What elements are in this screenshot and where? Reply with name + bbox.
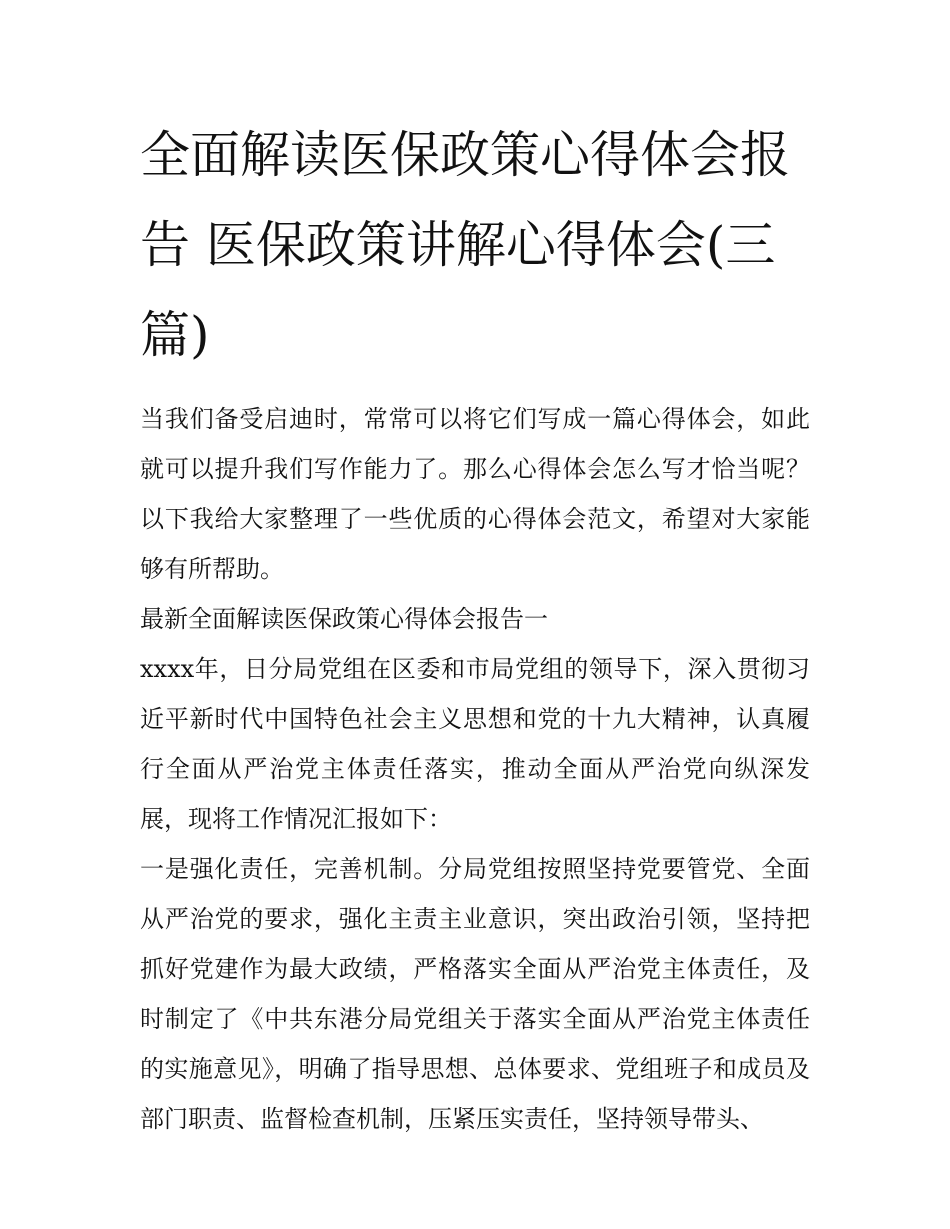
document-body — [140, 394, 810, 1144]
paragraph-point-one: 一是强化责任，完善机制。分局党组按照坚持党要管党、全面从严治党的要求，强化主责主业意识，突出政治引领，坚持把抓好党建作为最大政绩，严格落实全面从严治党主体责任，及时制定了《中共东港分局党组关于落实全面从严治党主体责任的实施意见》，明确了指导思想、总体要求、党组班子和成员及部门职责、监督检查机制，压紧压实责任，坚持领导带头、 — [140, 855, 810, 1133]
document-title: 全面解读医保政策心得体会报告 医保政策讲解心得体会(三篇) — [140, 126, 790, 364]
section-heading: 最新全面解读医保政策心得体会报告一 — [140, 605, 548, 633]
paragraph-intro: 当我们备受启迪时，常常可以将它们写成一篇心得体会，如此就可以提升我们写作能力了。那么心得体会怎么写才恰当呢？以下我给大家整理了一些优质的心得体会范文，希望对大家能够有所帮助。 — [140, 405, 810, 583]
paragraph-summary: xxxx年，日分局党组在区委和市局党组的领导下，深入贯彻习近平新时代中国特色社会主义思想和党的十九大精神，认真履行全面从严治党主体责任落实，推动全面从严治党向纵深发展，现将工作情况汇报如下： — [140, 655, 810, 833]
